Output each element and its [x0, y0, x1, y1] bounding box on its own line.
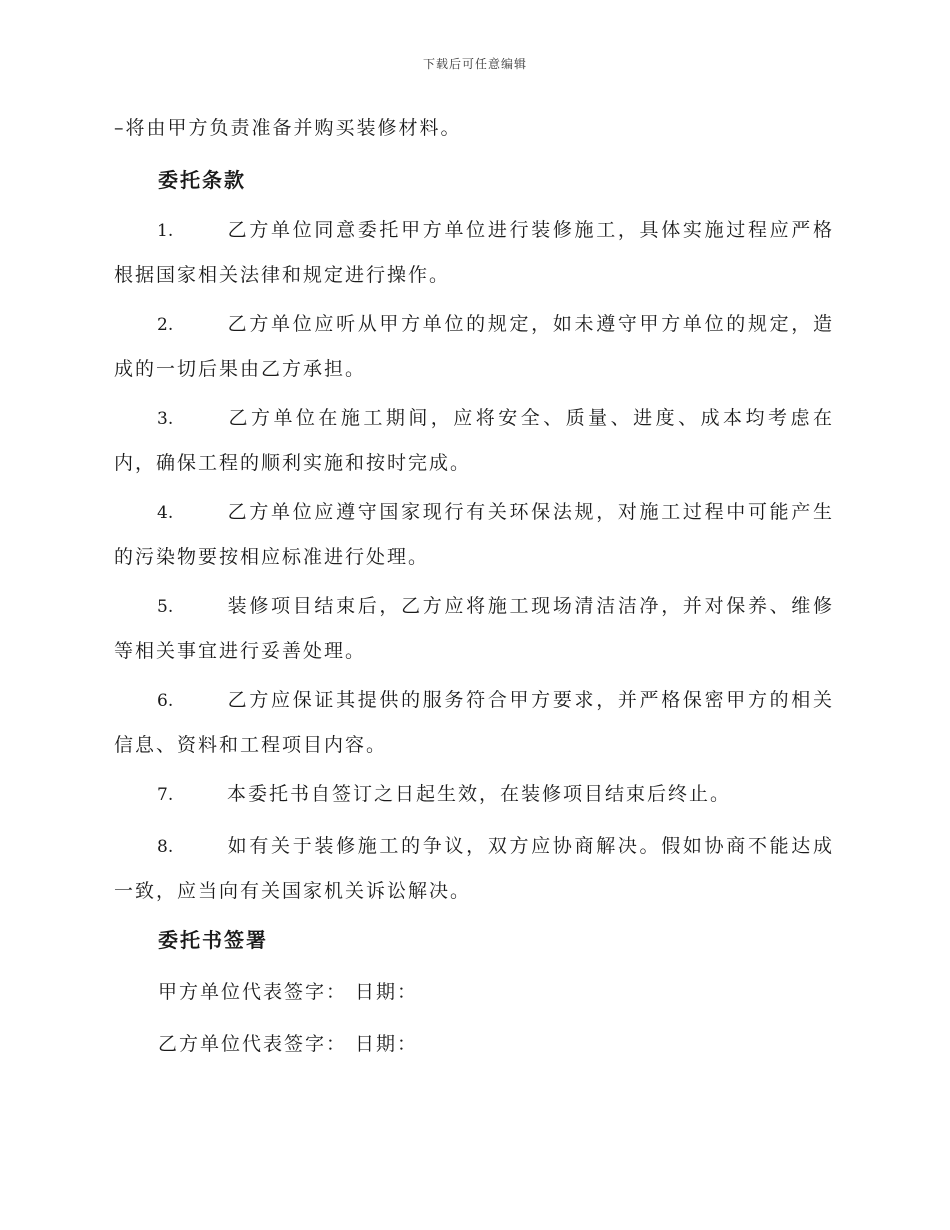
term-item-3	[114, 396, 834, 485]
term-text: 本委托书自签订之日起生效，在装修项目结束后终止。	[227, 783, 732, 805]
term-text: 乙方单位同意委托甲方单位进行装修施工，具体实施过程应严格根据国家相关法律和规定进行操作。	[114, 219, 834, 286]
party-a-signature-line: 甲方单位代表签字： 日期：	[158, 981, 419, 1003]
term-item-6	[114, 678, 834, 767]
page-header: 下载后可任意编辑	[422, 57, 527, 71]
term-number: 2.	[157, 315, 174, 335]
term-number: 6.	[157, 691, 174, 711]
term-text: 乙方单位在施工期间，应将安全、质量、进度、成本均考虑在内，确保工程的顺利实施和按时完成。	[114, 407, 834, 474]
term-text: 如有关于装修施工的争议，双方应协商解决。假如协商不能达成一致，应当向有关国家机关诉讼解决。	[114, 835, 834, 902]
party-b-signature-line: 乙方单位代表签字： 日期：	[158, 1033, 419, 1055]
intro-paragraph: –将由甲方负责准备并购买装修材料。	[114, 117, 462, 139]
term-item-8	[114, 824, 834, 913]
term-text: 乙方应保证其提供的服务符合甲方要求，并严格保密甲方的相关信息、资料和工程项目内容。	[114, 689, 834, 756]
term-number: 8.	[157, 837, 174, 857]
term-item-4	[114, 490, 834, 579]
term-text: 乙方单位应听从甲方单位的规定，如未遵守甲方单位的规定，造成的一切后果由乙方承担。	[114, 313, 834, 380]
term-number: 7.	[157, 785, 174, 805]
term-item-7	[114, 772, 834, 817]
term-text: 装修项目结束后，乙方应将施工现场清洁洁净，并对保养、维修等相关事宜进行妥善处理。	[114, 595, 834, 662]
signature-heading: 委托书签署	[158, 928, 268, 952]
terms-heading: 委托条款	[158, 168, 246, 192]
term-item-1	[114, 208, 834, 297]
term-item-5	[114, 584, 834, 673]
term-text: 乙方单位应遵守国家现行有关环保法规，对施工过程中可能产生的污染物要按相应标准进行处理。	[114, 501, 834, 568]
term-number: 1.	[157, 221, 174, 241]
term-number: 5.	[157, 597, 174, 617]
term-number: 3.	[157, 409, 174, 429]
term-number: 4.	[157, 503, 174, 523]
term-item-2	[114, 302, 834, 391]
